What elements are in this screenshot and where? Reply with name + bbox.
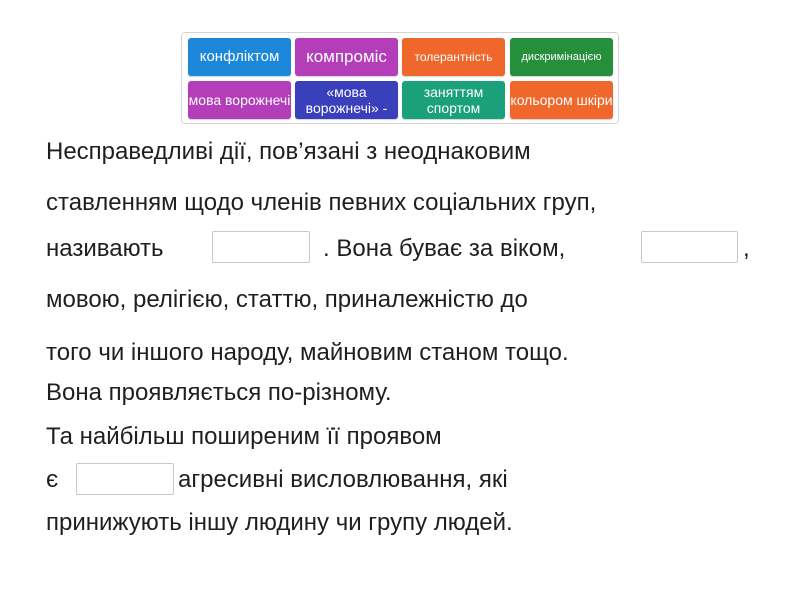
- word-tile-sports[interactable]: заняттям спортом: [402, 81, 505, 119]
- text-line-4: мовою, релігією, статтю, приналежністю до: [46, 286, 528, 313]
- text-line-9: принижують іншу людину чи групу людей.: [46, 509, 513, 536]
- drop-blank-1[interactable]: [212, 231, 310, 263]
- text-line-6: Вона проявляється по-різному.: [46, 379, 392, 406]
- word-tile-tolerance[interactable]: толерантність: [402, 38, 505, 76]
- text-line-3c: ,: [743, 235, 750, 262]
- text-line-8a: є: [46, 466, 59, 493]
- word-tile-hate-speech[interactable]: мова ворожнечі: [188, 81, 291, 119]
- text-line-2: ставленням щодо членів певних соціальних груп,: [46, 189, 597, 216]
- word-tile-hate-speech-quoted[interactable]: «мова ворожнечі» -: [295, 81, 398, 119]
- word-bank: [181, 32, 619, 124]
- word-tile-discrimination[interactable]: дискримінацією: [510, 38, 613, 76]
- text-line-3b: . Вона буває за віком,: [323, 235, 566, 262]
- word-tile-compromise[interactable]: компроміс: [295, 38, 398, 76]
- drop-blank-3[interactable]: [76, 463, 174, 495]
- text-line-5: того чи іншого народу, майновим станом тощо.: [46, 339, 569, 366]
- word-tile-skin-color[interactable]: кольором шкіри: [510, 81, 613, 119]
- text-line-7: Та найбільш поширеним її проявом: [46, 423, 442, 450]
- text-line-3a: називають: [46, 235, 164, 262]
- drop-blank-2[interactable]: [641, 231, 738, 263]
- text-line-8b: агресивні висловлювання, які: [178, 466, 508, 493]
- word-tile-conflict[interactable]: конфліктом: [188, 38, 291, 76]
- text-line-1: Несправедливі дії, пов’язані з неоднаковим: [46, 138, 531, 165]
